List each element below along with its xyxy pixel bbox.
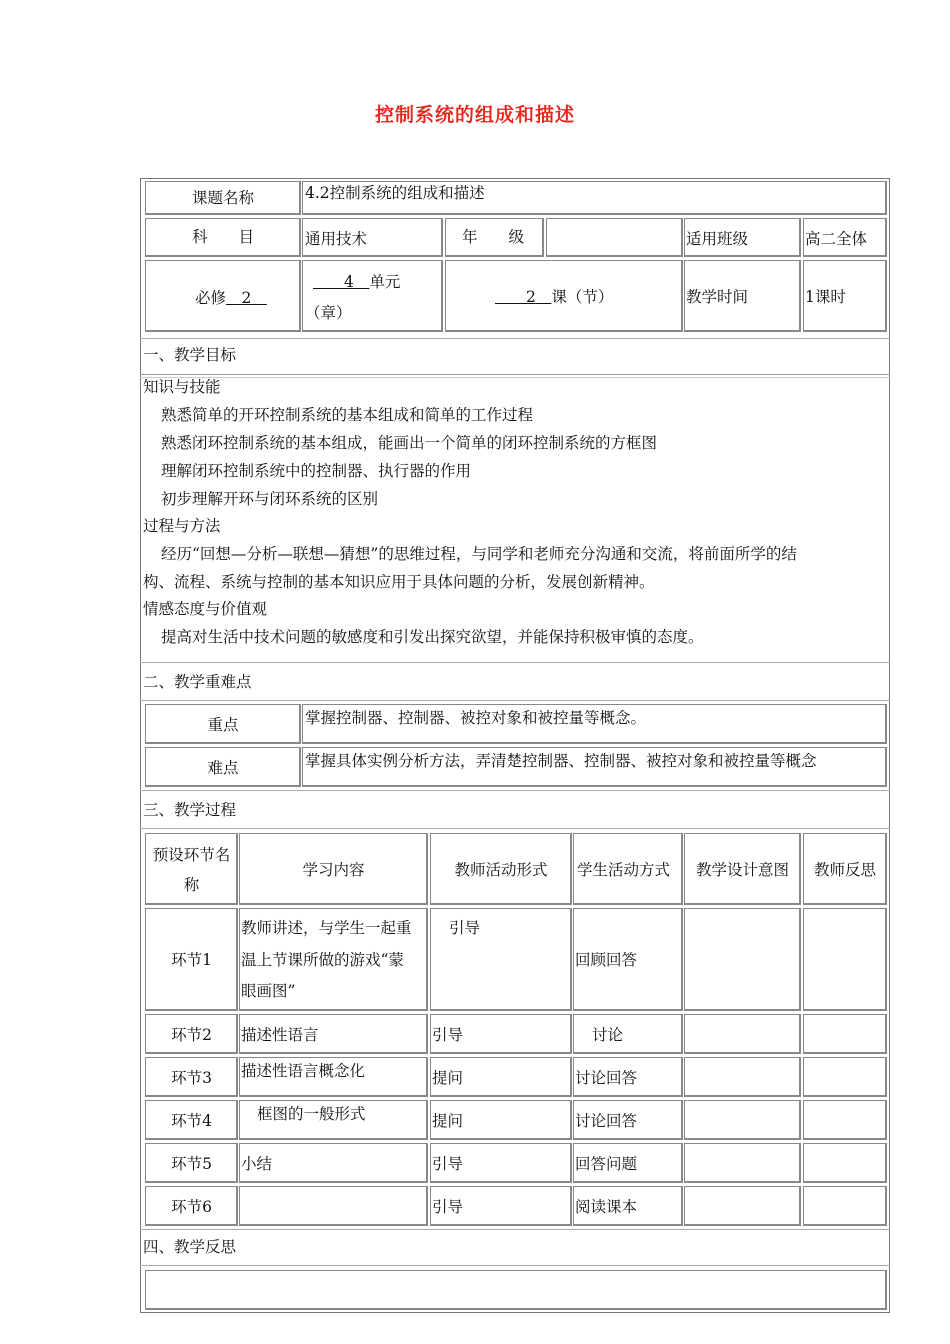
stage-name: 环节4 (171, 1112, 212, 1130)
process-text-line1: 经历“回想—分析—联想—猜想”的思维过程，与同学和老师充分沟通和交流，将前面所学的结 (161, 545, 797, 563)
table-row-teacher-cell (430, 908, 572, 1011)
topic-value: 4.2控制系统的组成和描述 (305, 184, 485, 202)
table-row-intent-cell (684, 1186, 801, 1226)
table-row-student-cell (573, 908, 683, 1011)
grade-label: 年 级 (462, 228, 525, 246)
required-prefix: 必修 (195, 289, 227, 307)
table-row-stage-cell (145, 1143, 238, 1183)
class-value: 高二全体 (805, 230, 868, 248)
header-reflection: 教师反思 (813, 861, 876, 879)
table-row-reflection-cell (803, 1186, 887, 1226)
difficult-value: 掌握具体实例分析方法，弄清楚控制器、控制器、被控对象和被控量等概念 (305, 752, 817, 770)
subject-label-cell (145, 218, 301, 257)
unit-cell (302, 260, 443, 332)
section3-heading: 三、教学过程 (143, 801, 237, 819)
stage-name: 环节5 (171, 1155, 212, 1173)
grade-value-cell (546, 218, 683, 257)
teacher-activity: 提问 (432, 1112, 464, 1130)
knowledge-heading: 知识与技能 (143, 378, 221, 396)
table-row-intent-cell (684, 908, 801, 1011)
header-cell-teacher (430, 833, 572, 905)
stage-name: 环节1 (171, 951, 212, 969)
table-row-teacher-cell (430, 1143, 572, 1183)
unit-chapter: （章） (305, 304, 352, 322)
difficult-label-cell (145, 747, 301, 787)
teacher-activity: 引导 (432, 1155, 464, 1173)
divider (140, 338, 890, 339)
table-row-intent-cell (684, 1057, 801, 1097)
topic-value-cell (302, 181, 887, 215)
header-content: 学习内容 (302, 861, 365, 879)
table-row-content-cell (239, 1186, 428, 1226)
knowledge-item: 初步理解开环与闭环系统的区别 (161, 490, 379, 508)
table-row-teacher-cell (430, 1100, 572, 1140)
table-row-student-cell (573, 1100, 683, 1140)
teacher-activity: 引导 (432, 1026, 464, 1044)
table-row-intent-cell (684, 1100, 801, 1140)
knowledge-item: 理解闭环控制系统中的控制器、执行器的作用 (161, 462, 472, 480)
grade-label-cell (445, 218, 544, 257)
difficult-value-cell (302, 747, 887, 787)
header-intent: 教学设计意图 (695, 861, 789, 879)
required-text (195, 284, 267, 312)
divider (140, 662, 890, 663)
reflection-area (145, 1270, 887, 1310)
table-row-stage-cell (145, 1186, 238, 1226)
header-teacher: 教师活动形式 (454, 861, 548, 879)
divider (140, 700, 890, 701)
emotion-text: 提高对生活中技术问题的敏感度和引发出探究欲望，并能保持积极审慎的态度。 (161, 628, 704, 646)
time-label: 教学时间 (686, 288, 749, 306)
knowledge-item: 熟悉闭环控制系统的基本组成，能画出一个简单的闭环控制系统的方框图 (161, 434, 658, 452)
content-line: 小结 (241, 1155, 273, 1173)
header-cell-student (573, 833, 683, 905)
unit-suffix: 单元 (369, 273, 401, 291)
process-text-line2: 构、流程、系统与控制的基本知识应用于具体问题的分析，发展创新精神。 (143, 573, 655, 591)
table-row-intent-cell (684, 1014, 801, 1054)
subject-label: 科 目 (191, 228, 254, 246)
header-cell-intent (684, 833, 801, 905)
unit-value: 4 (313, 273, 370, 291)
difficult-label: 难点 (207, 759, 239, 777)
header-cell-stage (145, 833, 238, 905)
table-row-stage-cell (145, 1057, 238, 1097)
table-row-content-cell (239, 1014, 428, 1054)
lesson-value: 2 (495, 288, 552, 306)
required-value: 2 (226, 289, 267, 307)
table-row-content-cell (239, 1100, 428, 1140)
teacher-activity: 引导 (432, 1198, 464, 1216)
content-line: 教师讲述，与学生一起重 (241, 919, 412, 937)
table-row-stage-cell (145, 1100, 238, 1140)
header-cell-content (239, 833, 428, 905)
header-stage-line2: 称 (183, 876, 200, 894)
teacher-activity: 引导 (449, 919, 481, 937)
content-line: 眼画图” (241, 982, 296, 1000)
table-row-intent-cell (684, 1143, 801, 1183)
student-activity: 讨论 (592, 1026, 624, 1044)
divider (140, 1229, 890, 1230)
document-title: 控制系统的组成和描述 (374, 104, 575, 126)
subject-value-cell (302, 218, 443, 257)
table-row-stage-cell (145, 908, 238, 1011)
key-value: 掌握控制器、控制器、被控对象和被控量等概念。 (305, 709, 647, 727)
table-row-reflection-cell (803, 908, 887, 1011)
table-row-teacher-cell (430, 1057, 572, 1097)
key-label: 重点 (207, 716, 239, 734)
student-activity: 回答问题 (575, 1155, 638, 1173)
stage-name: 环节2 (171, 1026, 212, 1044)
student-activity: 回顾回答 (575, 951, 638, 969)
table-row-reflection-cell (803, 1014, 887, 1054)
table-row-reflection-cell (803, 1143, 887, 1183)
stage-name: 环节3 (171, 1069, 212, 1087)
class-value-cell (803, 218, 887, 257)
table-row-content-cell (239, 1057, 428, 1097)
content-line: 温上节课所做的游戏“蒙 (241, 951, 404, 969)
table-row-reflection-cell (803, 1057, 887, 1097)
time-value-cell (803, 260, 887, 332)
header-stage-line1: 预设环节名 (152, 846, 231, 864)
table-row-teacher-cell (430, 1186, 572, 1226)
section4-heading: 四、教学反思 (143, 1238, 237, 1256)
student-activity: 讨论回答 (575, 1069, 638, 1087)
divider (140, 374, 890, 378)
table-row-student-cell (573, 1057, 683, 1097)
emotion-heading: 情感态度与价值观 (143, 600, 268, 618)
header-cell-reflection (803, 833, 887, 905)
section2-heading: 二、教学重难点 (143, 673, 252, 691)
table-row-student-cell (573, 1186, 683, 1226)
subject-value: 通用技术 (305, 230, 368, 248)
lesson-line (495, 283, 613, 311)
section1-heading: 一、教学目标 (143, 346, 237, 364)
content-line: 框图的一般形式 (257, 1105, 366, 1123)
teacher-activity: 提问 (432, 1069, 464, 1087)
content-line: 描述性语言概念化 (241, 1062, 366, 1080)
class-label-cell (684, 218, 801, 257)
student-activity: 阅读课本 (575, 1198, 638, 1216)
table-row-content-cell (239, 1143, 428, 1183)
content-line: 描述性语言 (241, 1026, 319, 1044)
required-cell (145, 260, 301, 332)
class-label: 适用班级 (686, 230, 749, 248)
student-activity: 讨论回答 (575, 1112, 638, 1130)
unit-line (313, 268, 400, 296)
time-label-cell (684, 260, 801, 332)
header-student: 学生活动方式 (577, 861, 671, 879)
table-row-content-cell (239, 908, 428, 1011)
topic-label-cell (145, 181, 301, 215)
process-heading: 过程与方法 (143, 517, 221, 535)
key-label-cell (145, 704, 301, 744)
key-value-cell (302, 704, 887, 744)
knowledge-item: 熟悉简单的开环控制系统的基本组成和简单的工作过程 (161, 406, 534, 424)
table-row-student-cell (573, 1143, 683, 1183)
divider (140, 828, 890, 829)
lesson-cell (445, 260, 683, 332)
time-value: 1课时 (805, 288, 846, 306)
lesson-suffix: 课（节） (551, 288, 614, 306)
table-row-stage-cell (145, 1014, 238, 1054)
table-row-teacher-cell (430, 1014, 572, 1054)
stage-name: 环节6 (171, 1198, 212, 1216)
divider (140, 1265, 890, 1266)
divider (140, 790, 890, 791)
table-row-reflection-cell (803, 1100, 887, 1140)
topic-label: 课题名称 (191, 189, 254, 207)
table-row-student-cell (573, 1014, 683, 1054)
